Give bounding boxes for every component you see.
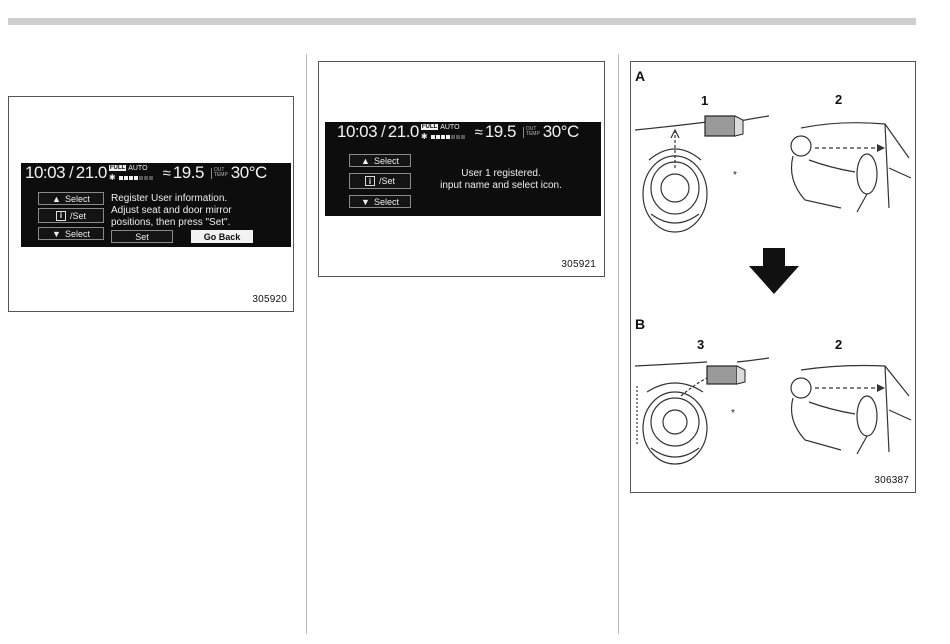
mode-label: AUTO	[440, 123, 460, 131]
info-box-icon: i	[56, 211, 66, 221]
header-bar	[8, 18, 916, 25]
vent-wave-icon: ≈	[162, 164, 171, 182]
select-up-button[interactable]: ▲ Select	[38, 192, 104, 205]
label-a: A	[635, 68, 646, 84]
triangle-down-icon: ▼	[361, 196, 370, 207]
vent-wave-icon: ≈	[474, 123, 483, 141]
figure-code: 305920	[252, 294, 287, 305]
driver-door-mirror-illustration-b	[781, 356, 913, 460]
fan-indicator	[109, 165, 153, 182]
figure-seat-mirror-illustration	[630, 61, 916, 493]
fan-full-label: FULL	[421, 124, 438, 130]
select-up-button[interactable]: ▲ Select	[349, 154, 411, 167]
fan-indicator	[421, 124, 465, 141]
callout-1: 1	[701, 93, 709, 108]
seat-mirror-illustration-a	[635, 108, 771, 238]
figure-register-user	[8, 96, 294, 312]
svg-text:*: *	[731, 408, 735, 419]
outside-temp-label: OUT TEMP	[523, 127, 540, 138]
driver-temp: 21.0	[75, 163, 107, 182]
message-text: User 1 registered. input name and select icon.	[440, 168, 562, 191]
figure-user-registered	[318, 61, 605, 277]
display-screen	[21, 163, 291, 247]
column-divider	[618, 54, 619, 634]
svg-text:*: *	[733, 170, 737, 181]
clock: 10:03	[25, 163, 66, 182]
arrow-down-icon	[749, 248, 799, 294]
driver-door-mirror-illustration-a	[781, 108, 913, 218]
message-text: Register User information. Adjust seat and door mirror positions, then press "Set".	[111, 193, 232, 228]
passenger-temp: 19.5	[484, 122, 516, 141]
fan-icon: ✱	[420, 131, 428, 141]
fan-icon: ✱	[108, 172, 116, 182]
info-box-icon: i	[365, 176, 375, 186]
label-b: B	[635, 316, 646, 332]
column-divider	[306, 54, 307, 634]
triangle-up-icon: ▲	[361, 155, 370, 166]
select-down-button[interactable]: ▼ Select	[349, 195, 411, 208]
status-bar: 10:03 / 21.0 FULL AUTO ✱ ≈ 19.5 OUT TEMP 30°C	[337, 122, 579, 141]
passenger-temp: 19.5	[172, 163, 204, 182]
status-bar: 10:03 / 21.0 FULL AUTO ✱ ≈ 19.5 OUT TEMP 30°C	[25, 163, 267, 182]
go-back-button[interactable]: Go Back	[191, 230, 253, 243]
seat-mirror-illustration-b	[635, 356, 771, 468]
clock: 10:03	[337, 122, 378, 141]
fan-full-label: FULL	[109, 165, 126, 171]
callout-2: 2	[835, 337, 843, 352]
figure-code: 306387	[874, 475, 909, 486]
figure-code: 305921	[561, 259, 596, 270]
select-down-button[interactable]: ▼ Select	[38, 227, 104, 240]
triangle-up-icon: ▲	[52, 193, 61, 204]
outside-temp-label: OUT TEMP	[211, 168, 228, 179]
driver-temp: 21.0	[387, 122, 419, 141]
display-screen	[325, 122, 601, 216]
mode-label: AUTO	[128, 164, 148, 172]
outside-temp: 30°C	[542, 122, 579, 141]
callout-3: 3	[697, 337, 705, 352]
triangle-down-icon: ▼	[52, 228, 61, 239]
info-set-button[interactable]: i /Set	[349, 173, 411, 189]
outside-temp: 30°C	[230, 163, 267, 182]
info-set-button[interactable]: i /Set	[38, 208, 104, 223]
set-button[interactable]: Set	[111, 230, 173, 243]
callout-2: 2	[835, 92, 843, 107]
